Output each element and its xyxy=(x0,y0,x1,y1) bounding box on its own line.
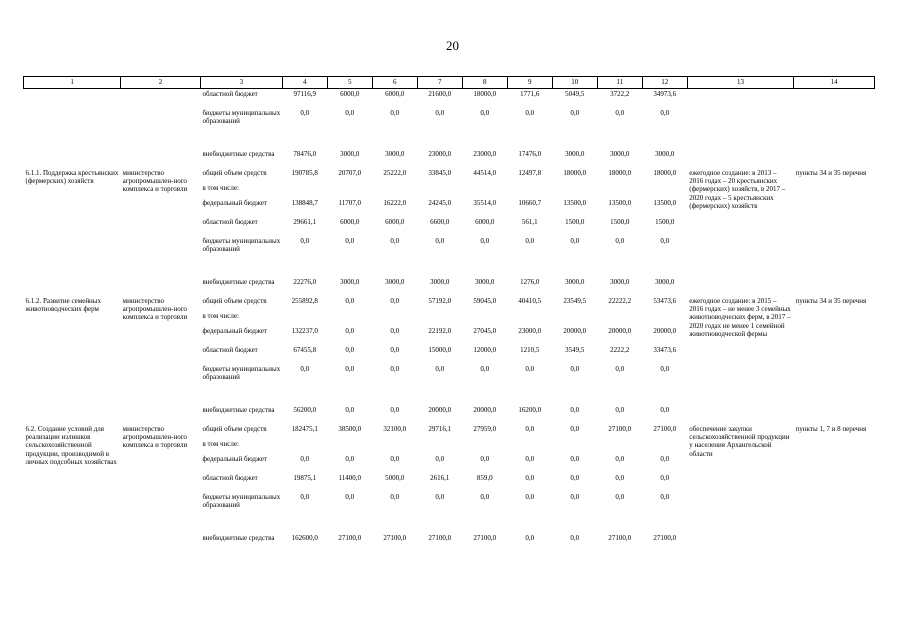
value-cell: 11707,0 xyxy=(338,199,361,207)
table-row xyxy=(24,108,875,149)
table-row xyxy=(24,168,875,183)
empty-cell xyxy=(507,311,552,326)
value-cell: 3000,0 xyxy=(565,278,585,286)
value-cell: 0,0 xyxy=(345,493,355,501)
value-cell: 0,0 xyxy=(525,474,535,482)
value-cell: 1276,0 xyxy=(520,278,540,286)
value-cell: 20000,0 xyxy=(653,327,677,335)
table-row xyxy=(24,296,875,311)
value-cell: 0,0 xyxy=(660,406,670,414)
executor: министерство агропромышлен-ного комплекса и торговли xyxy=(122,169,188,194)
value-cell: 0,0 xyxy=(525,534,535,542)
value-cell: 138848,7 xyxy=(291,199,318,207)
value-cell: 0,0 xyxy=(615,109,625,117)
value-cell: 0,0 xyxy=(390,297,400,305)
column-header: 5 xyxy=(327,77,372,89)
value-cell: 561,1 xyxy=(521,218,538,226)
value-cell: 21600,0 xyxy=(428,90,452,98)
value-cell: 13500,0 xyxy=(653,199,677,207)
value-cell: 53473,6 xyxy=(653,297,677,305)
value-cell: 44514,0 xyxy=(473,169,497,177)
value-cell: 0,0 xyxy=(525,365,535,373)
value-cell: 32100,0 xyxy=(383,425,407,433)
measure-name: 6.2. Создание условий для реализации излишков сельскохозяйственной продукции, производимой в личных подсобных хозяйствах xyxy=(25,425,117,466)
funding-source-label: внебюджетные средства xyxy=(202,406,275,414)
empty-cell xyxy=(552,311,597,326)
value-cell: 0,0 xyxy=(390,346,400,354)
value-cell: 0,0 xyxy=(390,455,400,463)
value-cell: 0,0 xyxy=(480,109,490,117)
value-cell: 0,0 xyxy=(435,109,445,117)
value-cell: 0,0 xyxy=(525,109,535,117)
empty-cell xyxy=(372,311,417,326)
empty-cell xyxy=(121,108,201,149)
funding-source-label: внебюджетные средства xyxy=(202,534,275,542)
empty-cell xyxy=(794,108,875,149)
value-cell: 0,0 xyxy=(390,237,400,245)
value-cell: 20000,0 xyxy=(428,406,452,414)
value-cell: 23000,0 xyxy=(473,150,497,158)
value-cell: 0,0 xyxy=(570,455,580,463)
empty-cell xyxy=(24,89,121,109)
column-header: 8 xyxy=(462,77,507,89)
funding-source-label: федеральный бюджет xyxy=(202,455,267,463)
empty-cell xyxy=(327,439,372,454)
column-header: 6 xyxy=(372,77,417,89)
value-cell: 0,0 xyxy=(660,493,670,501)
value-cell: 59045,0 xyxy=(473,297,497,305)
value-cell: 0,0 xyxy=(300,109,310,117)
value-cell: 6600,0 xyxy=(430,218,450,226)
empty-cell xyxy=(462,439,507,454)
value-cell: 3000,0 xyxy=(475,278,495,286)
empty-cell xyxy=(687,89,793,109)
value-cell: 27959,0 xyxy=(473,425,497,433)
column-header: 14 xyxy=(794,77,875,89)
funding-source-label: бюджеты муниципальных образований xyxy=(202,365,281,382)
column-header: 1 xyxy=(24,77,121,89)
value-cell: 0,0 xyxy=(570,425,580,433)
value-cell: 27100,0 xyxy=(383,534,407,542)
value-cell: 3722,2 xyxy=(610,90,630,98)
empty-cell xyxy=(687,108,793,149)
value-cell: 0,0 xyxy=(345,365,355,373)
empty-cell xyxy=(417,439,462,454)
value-cell: 0,0 xyxy=(435,365,445,373)
value-cell: 22276,0 xyxy=(293,278,317,286)
empty-cell xyxy=(552,439,597,454)
value-cell: 0,0 xyxy=(345,297,355,305)
expected-result: ежегодное создание: в 2015 – 2016 годах – не менее 3 семейных животноводческих ферм, в 2017 – 2020 годах не менее 1 семейной животноводческой фермы xyxy=(689,297,791,338)
empty-cell xyxy=(121,89,201,109)
funding-source-label: федеральный бюджет xyxy=(202,327,267,335)
value-cell: 0,0 xyxy=(525,237,535,245)
value-cell: 1500,0 xyxy=(565,218,585,226)
value-cell: 0,0 xyxy=(570,365,580,373)
value-cell: 0,0 xyxy=(345,109,355,117)
sub-label: в том числе: xyxy=(202,184,239,192)
column-header: 4 xyxy=(282,77,327,89)
measure-name: 6.1.1. Поддержка крестьянских (фермерских) хозяйств xyxy=(25,169,119,186)
value-cell: 29716,1 xyxy=(428,425,452,433)
budget-table xyxy=(23,76,875,552)
column-header: 7 xyxy=(417,77,462,89)
value-cell: 10660,7 xyxy=(518,199,542,207)
column-header: 2 xyxy=(121,77,201,89)
empty-cell xyxy=(642,311,687,326)
value-cell: 3549,5 xyxy=(565,346,585,354)
value-cell: 22192,0 xyxy=(428,327,452,335)
value-cell: 0,0 xyxy=(480,237,490,245)
value-cell: 23549,5 xyxy=(563,297,587,305)
reference: пункты 34 и 35 перечня xyxy=(795,297,867,305)
column-header: 10 xyxy=(552,77,597,89)
table-row xyxy=(24,424,875,439)
value-cell: 27045,0 xyxy=(473,327,497,335)
empty-cell xyxy=(642,439,687,454)
table-body xyxy=(24,89,875,553)
value-cell: 3000,0 xyxy=(340,278,360,286)
value-cell: 2222,2 xyxy=(610,346,630,354)
expected-result: обеспечение закупки сельскохозяйственной продукции у населения Архангельской области xyxy=(689,425,790,458)
value-cell: 182475,1 xyxy=(291,425,318,433)
empty-cell xyxy=(417,183,462,198)
value-cell: 0,0 xyxy=(570,406,580,414)
value-cell: 0,0 xyxy=(615,406,625,414)
empty-cell xyxy=(794,89,875,109)
empty-cell xyxy=(282,311,327,326)
funding-source-label: внебюджетные средства xyxy=(202,150,275,158)
value-cell: 1500,0 xyxy=(655,218,675,226)
value-cell: 1210,5 xyxy=(520,346,540,354)
value-cell: 27100,0 xyxy=(338,534,362,542)
value-cell: 1500,0 xyxy=(610,218,630,226)
value-cell: 0,0 xyxy=(660,109,670,117)
value-cell: 0,0 xyxy=(660,474,670,482)
value-cell: 0,0 xyxy=(615,493,625,501)
value-cell: 0,0 xyxy=(570,237,580,245)
empty-cell xyxy=(372,183,417,198)
funding-source-label: областной бюджет xyxy=(202,346,258,354)
empty-cell xyxy=(687,149,793,168)
value-cell: 0,0 xyxy=(300,365,310,373)
column-header: 12 xyxy=(642,77,687,89)
value-cell: 27100,0 xyxy=(608,425,632,433)
value-cell: 6000,0 xyxy=(385,218,405,226)
empty-cell xyxy=(462,183,507,198)
value-cell: 23000,0 xyxy=(518,327,542,335)
value-cell: 0,0 xyxy=(345,237,355,245)
value-cell: 190785,8 xyxy=(291,169,318,177)
value-cell: 6000,0 xyxy=(340,218,360,226)
value-cell: 23000,0 xyxy=(428,150,452,158)
value-cell: 0,0 xyxy=(390,493,400,501)
value-cell: 12497,8 xyxy=(518,169,542,177)
value-cell: 3000,0 xyxy=(430,278,450,286)
value-cell: 0,0 xyxy=(390,327,400,335)
value-cell: 0,0 xyxy=(345,455,355,463)
table-row xyxy=(24,89,875,109)
value-cell: 0,0 xyxy=(525,493,535,501)
value-cell: 16200,0 xyxy=(518,406,542,414)
value-cell: 0,0 xyxy=(660,455,670,463)
value-cell: 18000,0 xyxy=(653,169,677,177)
value-cell: 38500,0 xyxy=(338,425,362,433)
funding-source-label: общий объем средств xyxy=(202,297,267,305)
value-cell: 18000,0 xyxy=(608,169,632,177)
value-cell: 0,0 xyxy=(390,365,400,373)
value-cell: 34973,6 xyxy=(653,90,677,98)
value-cell: 97116,9 xyxy=(293,90,316,98)
empty-cell xyxy=(327,183,372,198)
value-cell: 33845,0 xyxy=(428,169,452,177)
reference: пункты 34 и 35 перечня xyxy=(795,169,867,177)
empty-cell xyxy=(552,183,597,198)
value-cell: 162600,0 xyxy=(291,534,318,542)
value-cell: 0,0 xyxy=(435,455,445,463)
column-header: 11 xyxy=(597,77,642,89)
value-cell: 0,0 xyxy=(345,327,355,335)
executor: министерство агропромышлен-ного комплекса и торговли xyxy=(122,425,188,450)
value-cell: 20000,0 xyxy=(473,406,497,414)
value-cell: 25222,0 xyxy=(383,169,407,177)
value-cell: 3000,0 xyxy=(610,150,630,158)
value-cell: 0,0 xyxy=(480,365,490,373)
empty-cell xyxy=(327,311,372,326)
empty-cell xyxy=(121,149,201,168)
header-row xyxy=(24,77,875,89)
funding-source-label: областной бюджет xyxy=(202,90,258,98)
value-cell: 0,0 xyxy=(615,365,625,373)
value-cell: 0,0 xyxy=(570,493,580,501)
value-cell: 56200,0 xyxy=(293,406,317,414)
value-cell: 0,0 xyxy=(300,455,310,463)
empty-cell xyxy=(507,183,552,198)
value-cell: 6000,0 xyxy=(385,90,405,98)
value-cell: 0,0 xyxy=(615,237,625,245)
value-cell: 0,0 xyxy=(570,109,580,117)
value-cell: 0,0 xyxy=(390,109,400,117)
value-cell: 0,0 xyxy=(435,237,445,245)
empty-cell xyxy=(642,183,687,198)
empty-cell xyxy=(417,311,462,326)
value-cell: 20707,0 xyxy=(338,169,362,177)
funding-source-label: областной бюджет xyxy=(202,218,258,226)
value-cell: 0,0 xyxy=(345,406,355,414)
empty-cell xyxy=(372,439,417,454)
value-cell: 255892,8 xyxy=(291,297,318,305)
measure-name: 6.1.2. Развитие семейных животноводческих ферм xyxy=(25,297,102,314)
column-header: 9 xyxy=(507,77,552,89)
empty-cell xyxy=(24,149,121,168)
value-cell: 0,0 xyxy=(480,493,490,501)
value-cell: 3000,0 xyxy=(655,150,675,158)
value-cell: 0,0 xyxy=(615,455,625,463)
empty-cell xyxy=(24,108,121,149)
value-cell: 27100,0 xyxy=(473,534,497,542)
table-row xyxy=(24,149,875,168)
value-cell: 6000,0 xyxy=(475,218,495,226)
value-cell: 57192,0 xyxy=(428,297,452,305)
value-cell: 19875,1 xyxy=(293,474,317,482)
value-cell: 5049,5 xyxy=(565,90,585,98)
value-cell: 35514,0 xyxy=(473,199,497,207)
value-cell: 5000,0 xyxy=(385,474,405,482)
empty-cell xyxy=(282,439,327,454)
expected-result: ежегодное создание: в 2013 – 2016 годах – 20 крестьянских (фермерских) хозяйств, в 2017 – 2020 годах – 5 крестьянских (фермерских) хозяйств xyxy=(689,169,786,210)
executor: министерство агропромышлен-ного комплекса и торговли xyxy=(122,297,188,322)
funding-source-label: федеральный бюджет xyxy=(202,199,267,207)
empty-cell xyxy=(794,149,875,168)
value-cell: 40410,5 xyxy=(518,297,542,305)
empty-cell xyxy=(462,311,507,326)
funding-source-label: общий объем средств xyxy=(202,169,267,177)
column-header: 13 xyxy=(687,77,793,89)
value-cell: 0,0 xyxy=(660,237,670,245)
value-cell: 3000,0 xyxy=(385,278,405,286)
table-header xyxy=(24,77,875,89)
page-number: 20 xyxy=(446,38,459,53)
empty-cell xyxy=(597,183,642,198)
funding-source-label: общий объем средств xyxy=(202,425,267,433)
value-cell: 29661,1 xyxy=(293,218,317,226)
value-cell: 3000,0 xyxy=(610,278,630,286)
sub-label: в том числе: xyxy=(202,312,239,320)
value-cell: 33473,6 xyxy=(653,346,677,354)
funding-source-label: бюджеты муниципальных образований xyxy=(202,493,281,510)
funding-source-label: областной бюджет xyxy=(202,474,258,482)
value-cell: 0,0 xyxy=(525,425,535,433)
value-cell: 17476,0 xyxy=(518,150,542,158)
column-header: 3 xyxy=(200,77,282,89)
value-cell: 67455,8 xyxy=(293,346,317,354)
value-cell: 18000,0 xyxy=(473,90,497,98)
value-cell: 78476,0 xyxy=(293,150,317,158)
value-cell: 22222,2 xyxy=(608,297,632,305)
value-cell: 13500,0 xyxy=(563,199,587,207)
value-cell: 859,0 xyxy=(476,474,493,482)
value-cell: 0,0 xyxy=(435,493,445,501)
empty-cell xyxy=(597,439,642,454)
value-cell: 0,0 xyxy=(570,534,580,542)
value-cell: 27100,0 xyxy=(653,534,677,542)
value-cell: 0,0 xyxy=(660,365,670,373)
empty-cell xyxy=(597,311,642,326)
value-cell: 16222,0 xyxy=(383,199,407,207)
value-cell: 27100,0 xyxy=(608,534,632,542)
value-cell: 13500,0 xyxy=(608,199,632,207)
value-cell: 20000,0 xyxy=(563,327,587,335)
value-cell: 0,0 xyxy=(480,455,490,463)
value-cell: 3000,0 xyxy=(655,278,675,286)
value-cell: 6000,0 xyxy=(340,90,360,98)
empty-cell xyxy=(282,183,327,198)
value-cell: 3000,0 xyxy=(385,150,405,158)
value-cell: 132237,0 xyxy=(291,327,318,335)
value-cell: 0,0 xyxy=(390,406,400,414)
sub-label: в том числе: xyxy=(202,440,239,448)
value-cell: 0,0 xyxy=(570,474,580,482)
value-cell: 3000,0 xyxy=(340,150,360,158)
value-cell: 0,0 xyxy=(300,493,310,501)
value-cell: 3000,0 xyxy=(565,150,585,158)
value-cell: 2616,1 xyxy=(430,474,450,482)
value-cell: 20000,0 xyxy=(608,327,632,335)
reference: пункты 1, 7 и 8 перечня xyxy=(795,425,867,433)
funding-source-label: бюджеты муниципальных образований xyxy=(202,109,281,126)
empty-cell xyxy=(507,439,552,454)
value-cell: 0,0 xyxy=(525,455,535,463)
funding-source-label: бюджеты муниципальных образований xyxy=(202,237,281,254)
value-cell: 27100,0 xyxy=(653,425,677,433)
value-cell: 18000,0 xyxy=(563,169,587,177)
value-cell: 0,0 xyxy=(615,474,625,482)
value-cell: 27100,0 xyxy=(428,534,452,542)
value-cell: 0,0 xyxy=(300,237,310,245)
funding-source-label: внебюджетные средства xyxy=(202,278,275,286)
value-cell: 0,0 xyxy=(345,346,355,354)
value-cell: 15000,0 xyxy=(428,346,452,354)
value-cell: 24245,0 xyxy=(428,199,452,207)
value-cell: 12000,0 xyxy=(473,346,497,354)
value-cell: 11400,0 xyxy=(338,474,361,482)
value-cell: 1771,6 xyxy=(520,90,540,98)
